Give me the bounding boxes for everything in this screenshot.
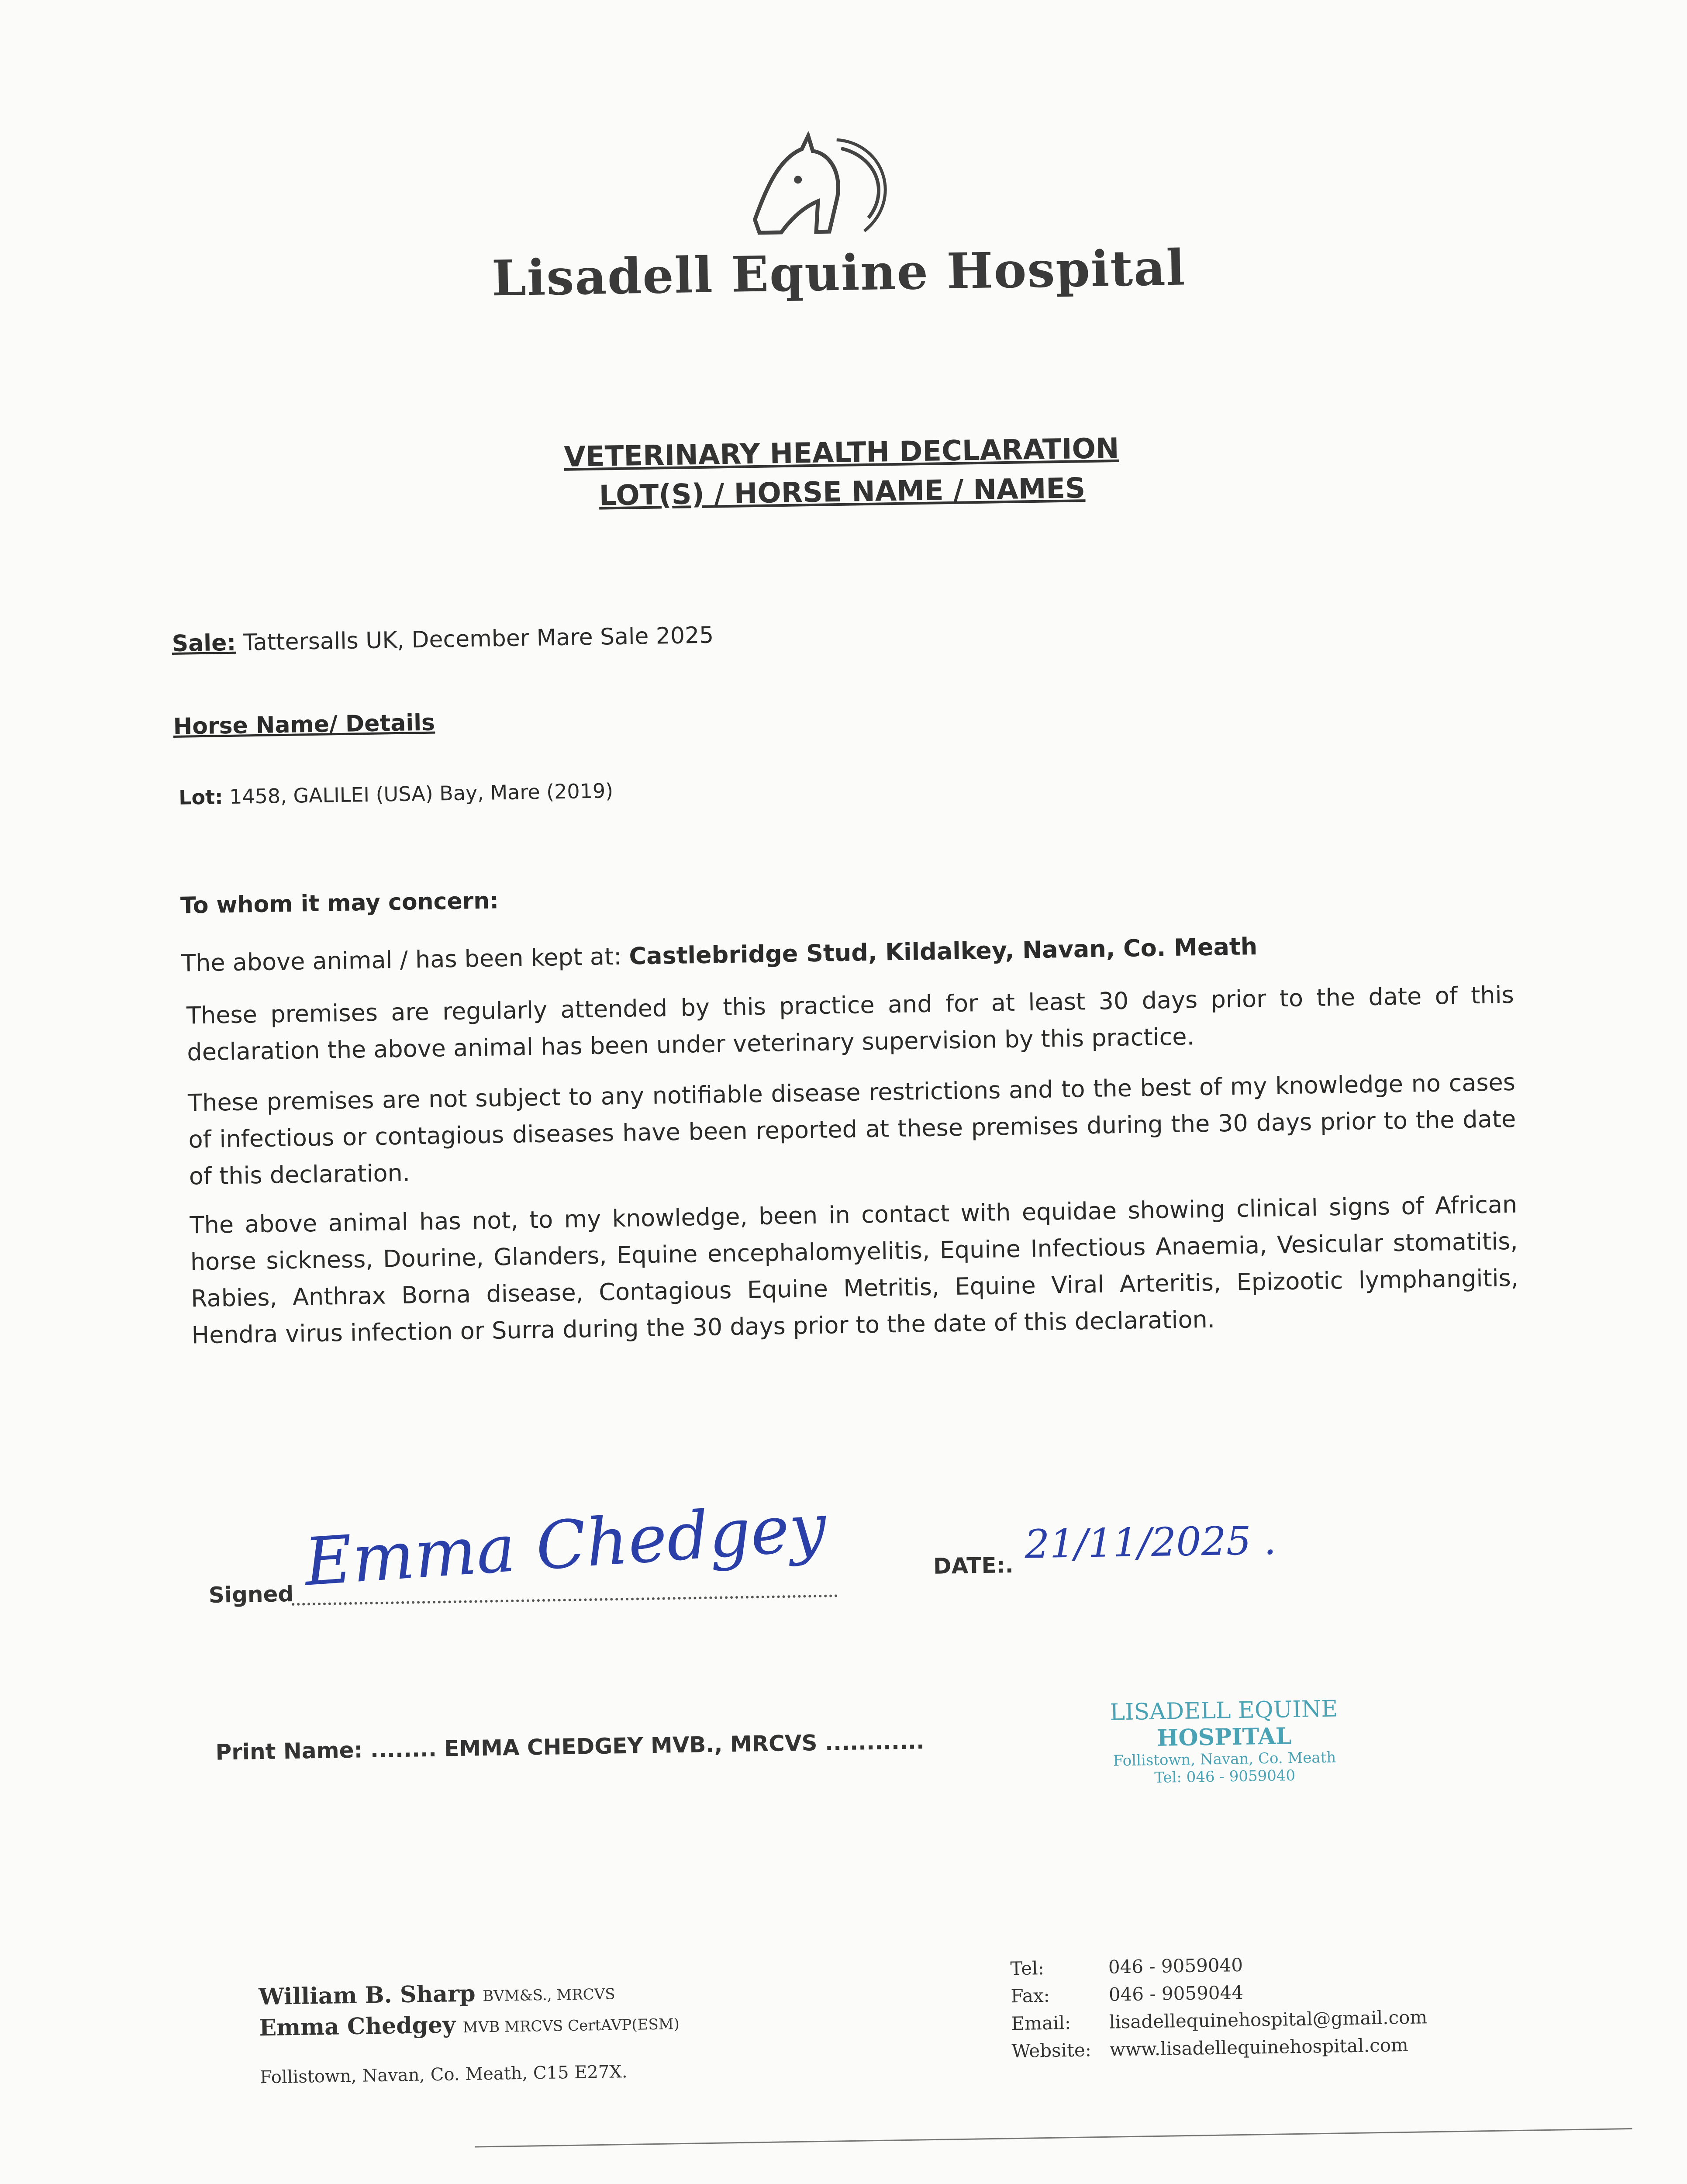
kept-at-line <box>181 933 1258 977</box>
fax-label: Fax: <box>1011 1984 1050 2007</box>
website-value: www.lisadellequinehospital.com <box>1109 2034 1409 2060</box>
footer-contact <box>1009 1948 1446 2066</box>
date-label: DATE:. <box>933 1552 1014 1579</box>
signature: Emma Chedgey <box>302 1489 829 1601</box>
paragraph-restrictions: These premises are not subject to any notifiable disease restrictions and to the best of my knowledge no cases of infectious or contagious diseases have been reported at these premises during the 30 days prior to the date of this declaration. <box>187 1068 1516 1190</box>
email-label: Email: <box>1011 2012 1071 2035</box>
hospital-stamp <box>1093 1696 1356 1787</box>
tel-label: Tel: <box>1010 1957 1045 1980</box>
stamp-line-3: Follistown, Navan, Co. Meath <box>1113 1749 1336 1770</box>
lot-line <box>179 779 614 809</box>
email-value: lisadellequinehospital@gmail.com <box>1109 2006 1428 2033</box>
horse-head-logo-icon <box>727 130 895 246</box>
website-label: Website: <box>1011 2039 1092 2062</box>
stamp-line-2: HOSPITAL <box>1156 1723 1292 1752</box>
sale-label: Sale: <box>172 629 236 657</box>
vet2-quals: MVB MRCVS CertAVP(ESM) <box>462 2015 680 2036</box>
footer-rule <box>475 2128 1632 2148</box>
footer-address: Follistown, Navan, Co. Meath, C15 E27X. <box>259 2062 628 2088</box>
kept-at-value: Castlebridge Stud, Kildalkey, Navan, Co. Meath <box>628 933 1258 970</box>
print-name-value: EMMA CHEDGEY MVB., MRCVS <box>444 1730 818 1762</box>
date-value: 21/11/2025 . <box>1024 1517 1277 1568</box>
sale-line <box>172 622 714 657</box>
stamp-line-1: LISADELL EQUINE <box>1109 1696 1338 1726</box>
tel-value: 046 - 9059040 <box>1108 1954 1243 1978</box>
footer-vets <box>259 1977 680 2087</box>
sale-value: Tattersalls UK, December Mare Sale 2025 <box>243 622 714 656</box>
salutation: To whom it may concern: <box>180 888 499 919</box>
hospital-name: Lisadell Equine Hospital <box>491 239 1187 308</box>
vet2-name: Emma Chedgey <box>259 2011 456 2042</box>
stamp-line-4: Tel: 046 - 9059040 <box>1154 1766 1296 1787</box>
vet1-name: William B. Sharp <box>258 1980 476 2011</box>
declaration-title: VETERINARY HEALTH DECLARATION <box>563 432 1120 473</box>
lot-label: Lot: <box>178 785 223 809</box>
lot-value: 1458, GALILEI (USA) Bay, Mare (2019) <box>229 779 614 809</box>
print-name-line: Print Name: ........ EMMA CHEDGEY MVB., MRCVS ............ <box>215 1728 925 1765</box>
horse-details-heading: Horse Name/ Details <box>173 709 435 740</box>
declaration-subtitle: LOT(S) / HORSE NAME / NAMES <box>599 472 1086 512</box>
fax-value: 046 - 9059044 <box>1108 1981 1244 2005</box>
vet1-quals: BVM&S., MRCVS <box>482 1985 615 2005</box>
print-name-label: Print Name: <box>215 1737 363 1765</box>
paragraph-contact: The above animal has not, to my knowledge, been in contact with equidae showing clinical signs of African horse sickness, Dourine, Glanders, Equine encephalomyelitis, Equine Infectious Anaemia, Vesicular stomatitis, Rabies, Anthrax Borna disease, Contagious Equine Metritis, Equine Viral Arteritis, Epizootic lymphangitis, Hendra virus infection or Surra during the 30 days prior to the date of this declaration. <box>190 1190 1519 1349</box>
signed-label: Signed <box>208 1581 294 1608</box>
paragraph-supervision: These premises are regularly attended by this practice and for at least 30 days prior to the date of this declaration the above animal has been under veterinary supervision by this practice. <box>186 981 1515 1066</box>
kept-at-prefix: The above animal / has been kept at: <box>181 942 622 977</box>
